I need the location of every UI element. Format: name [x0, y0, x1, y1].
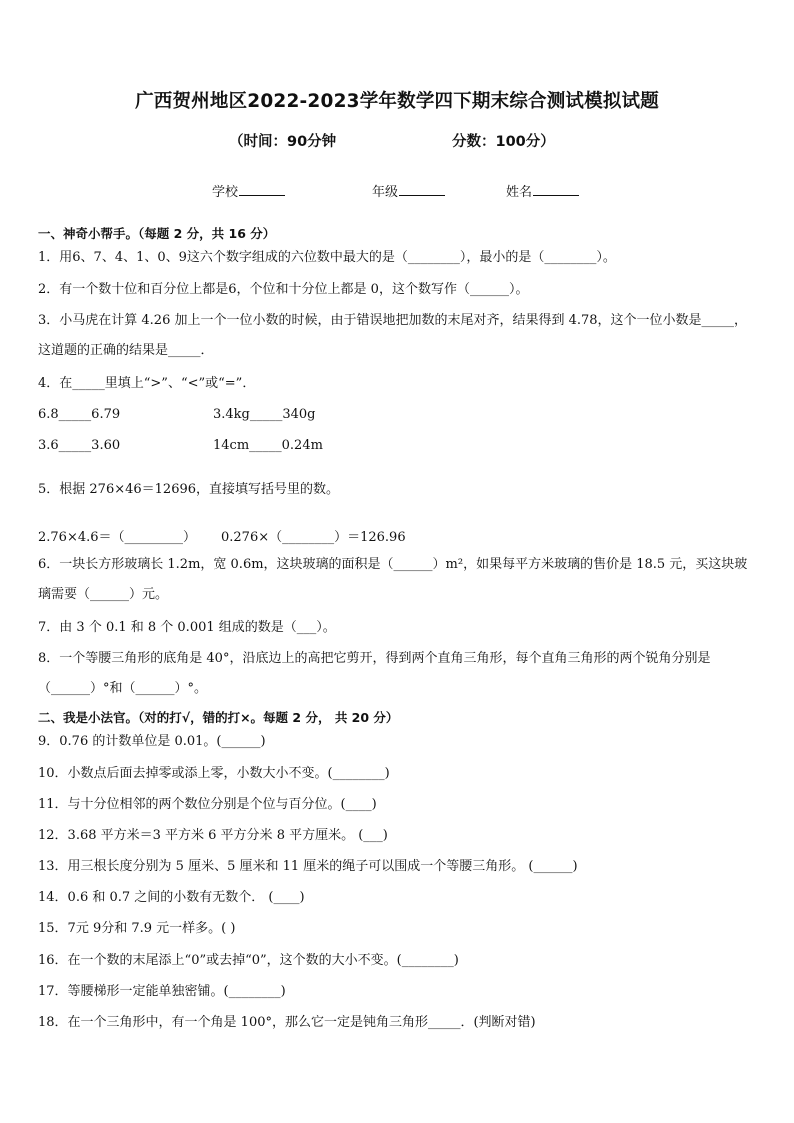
question-2: 2．有一个数十位和百分位上都是6，个位和十分位上都是 0，这个数写作（______）。 [38, 282, 529, 297]
name-field [506, 181, 579, 200]
question-8: 8．一个等腰三角形的底角是 40°，沿底边上的高把它剪开，得到两个直角三角形，每个直角三角形的两个锐角分别是（______）°和（______）°。 [38, 651, 711, 696]
question-4-item-b: 3.4kg_____340g [213, 407, 316, 422]
page-title: 广西贺州地区2022-2023学年数学四下期末综合测试模拟试题 [135, 91, 659, 112]
section-2-heading: 二、我是小法官。（对的打√，错的打×。每题 2 分， 共 20 分） [38, 710, 399, 725]
question-6: 6．一块长方形玻璃长 1.2m，宽 0.6m，这块玻璃的面积是（______）m²，如果每平方米玻璃的售价是 18.5 元，买这块玻璃需要（______）元。 [38, 557, 748, 602]
question-14: 14．0.6 和 0.7 之间的小数有无数个． (____) [38, 890, 305, 905]
question-12: 12．3.68 平方米＝3 平方米 6 平方分米 8 平方厘米。 (___) [38, 828, 388, 843]
question-4: 4．在_____里填上“>”、“<”或“=”． [38, 376, 256, 391]
section-1-heading: 一、神奇小帮手。（每题 2 分，共 16 分） [38, 226, 276, 241]
question-4-item-d: 14cm_____0.24m [213, 438, 323, 453]
question-5: 5．根据 276×46＝12696，直接填写括号里的数。 [38, 482, 340, 497]
grade-field [372, 181, 445, 200]
question-4-item-a: 6.8_____6.79 [38, 407, 121, 422]
question-15: 15．7元 9分和 7.9 元一样多。( ) [38, 921, 236, 936]
school-label: 学校 [212, 185, 239, 200]
grade-blank [399, 183, 445, 196]
question-4-item-c: 3.6_____3.60 [38, 438, 121, 453]
grade-label: 年级 [372, 185, 399, 200]
question-1: 1．用6、7、4、1、0、9这六个数字组成的六位数中最大的是（________），最小的是（________）。 [38, 250, 616, 265]
question-7: 7．由 3 个 0.1 和 8 个 0.001 组成的数是（___）。 [38, 620, 336, 635]
question-11: 11．与十分位相邻的两个数位分别是个位与百分位。(____) [38, 797, 377, 812]
question-10: 10．小数点后面去掉零或添上零，小数大小不变。(________) [38, 766, 390, 781]
exam-time: （时间：90分钟 [229, 134, 337, 150]
question-17: 17．等腰梯形一定能单独密铺。(________) [38, 984, 286, 999]
question-3: 3．小马虎在计算 4.26 加上一个一位小数的时候，由于错误地把加数的末尾对齐，结果得到 4.78，这个一位小数是_____，这道题的正确的结果是_____． [38, 313, 748, 358]
name-blank [533, 183, 579, 196]
school-blank [239, 183, 285, 196]
question-5-item-a: 2.76×4.6＝（_________） [38, 530, 197, 545]
exam-score: 分数：100分） [452, 134, 555, 150]
name-label: 姓名 [506, 185, 533, 200]
question-13: 13．用三根长度分别为 5 厘米、5 厘米和 11 厘米的绳子可以围成一个等腰三角形。 (______) [38, 859, 578, 874]
school-field [212, 181, 285, 200]
question-18: 18．在一个三角形中，有一个角是 100°，那么它一定是钝角三角形_____．(判断对错) [38, 1015, 536, 1030]
question-16: 16．在一个数的末尾添上“0”或去掉“0”，这个数的大小不变。(________) [38, 953, 459, 968]
question-5-item-b: 0.276×（________）＝126.96 [221, 530, 406, 545]
question-9: 9．0.76 的计数单位是 0.01。(______) [38, 734, 266, 749]
